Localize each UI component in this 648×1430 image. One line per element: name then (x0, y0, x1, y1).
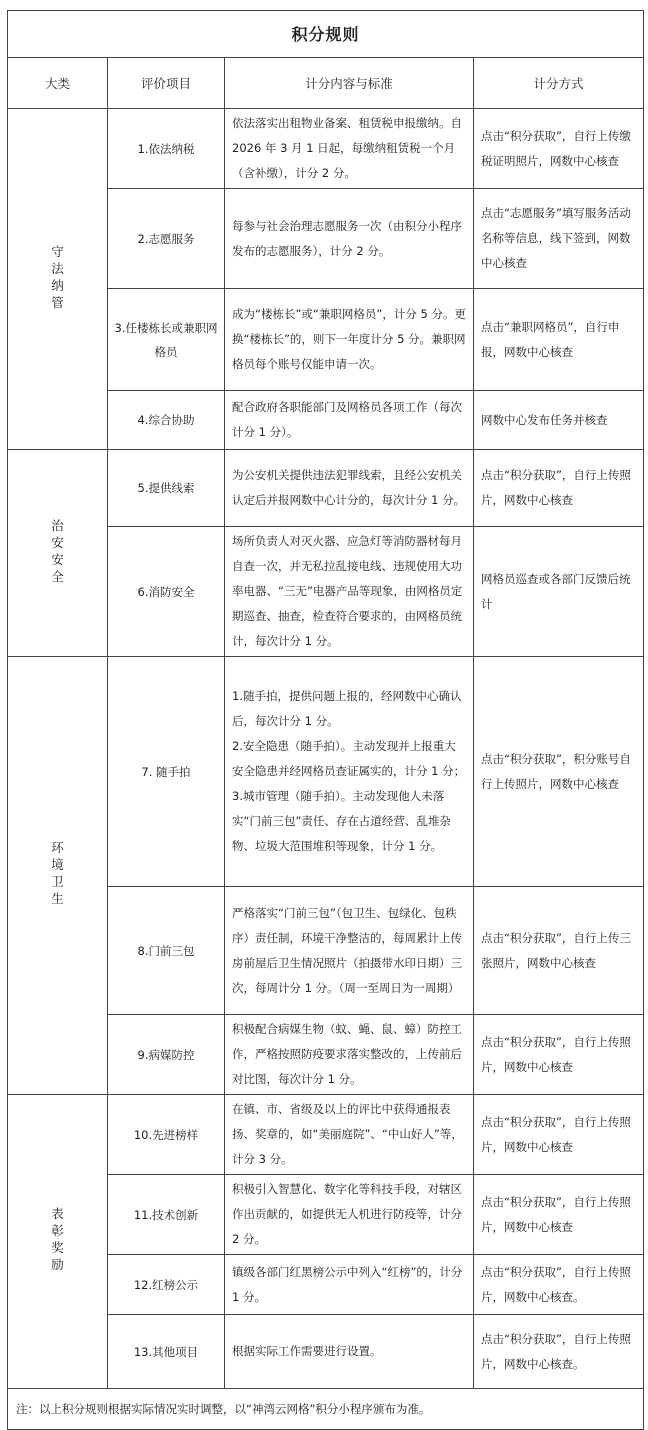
method-cell: 点击“积分获取”，自行上传缴税证明照片，网数中心核查 (474, 109, 644, 189)
category-label: 守法纳管 (51, 243, 64, 310)
item-cell: 13.其他项目 (108, 1315, 225, 1389)
category-cell (8, 1095, 108, 1389)
method-cell: 点击“积分获取”，自行上传照片，网数中心核查 (474, 1175, 644, 1255)
header-method: 计分方式 (474, 58, 644, 109)
points-rules-table (7, 10, 644, 1430)
item-cell: 10.先进榜样 (108, 1095, 225, 1175)
category-cell (8, 109, 108, 450)
method-cell: 点击“积分获取”，自行上传三张照片，网数中心核查 (474, 887, 644, 1015)
item-cell: 4.综合协助 (108, 391, 225, 450)
table-row (8, 1095, 644, 1175)
header-item: 评价项目 (108, 58, 225, 109)
content-cell: 积极引入智慧化、数字化等科技手段，对辖区作出贡献的，如提供无人机进行防疫等，计分 2 分。 (225, 1175, 474, 1255)
content-cell: 为公安机关提供违法犯罪线索，且经公安机关认定后并报网数中心计分的，每次计分 1 分。 (225, 450, 474, 527)
item-cell: 6.消防安全 (108, 527, 225, 657)
content-line: 1.随手拍，提供问题上报的，经网数中心确认后，每次计分 1 分。 (232, 689, 462, 728)
footnote: 注：以上积分规则根据实际情况实时调整，以“神湾云网格”积分小程序颁布为准。 (8, 1389, 644, 1430)
content-cell: 每参与社会治理志愿服务一次（由积分小程序发布的志愿服务），计分 2 分。 (225, 189, 474, 289)
method-cell: 点击“积分获取”，自行上传照片，网数中心核查。 (474, 1315, 644, 1389)
item-cell: 7. 随手拍 (108, 657, 225, 887)
content-cell: 依法落实出租物业备案、租赁税申报缴纳。自 2026 年 3 月 1 日起，每缴纳租赁税一个月（含补缴），计分 2 分。 (225, 109, 474, 189)
content-line: 3.城市管理（随手拍）。主动发现他人未落实“门前三包”责任、存在占道经营、乱堆杂物、垃圾大范围堆积等现象，计分 1 分。 (232, 789, 451, 853)
header-row (8, 58, 644, 109)
table-title: 积分规则 (8, 11, 644, 58)
content-cell: 成为“楼栋长”或“兼职网格员”，计分 5 分。更换“楼栋长”的，则下一年度计分 5 分。兼职网格员每个账号仅能申请一次。 (225, 289, 474, 391)
method-cell: 点击“积分获取”，自行上传照片，网数中心核查。 (474, 1255, 644, 1315)
category-cell (8, 450, 108, 657)
content-cell (225, 657, 474, 887)
method-cell: 点击“积分获取”，积分账号自行上传照片，网数中心核查 (474, 657, 644, 887)
item-cell: 1.依法纳税 (108, 109, 225, 189)
method-cell: 点击“积分获取”，自行上传照片，网数中心核查 (474, 1015, 644, 1095)
item-cell: 8.门前三包 (108, 887, 225, 1015)
item-cell: 12.红榜公示 (108, 1255, 225, 1315)
table-row (8, 450, 644, 527)
content-cell: 在镇、市、省级及以上的评比中获得通报表扬、奖章的，如“美丽庭院”、“中山好人”等，计分 3 分。 (225, 1095, 474, 1175)
content-cell: 镇级各部门红黑榜公示中列入“红榜”的，计分 1 分。 (225, 1255, 474, 1315)
item-cell: 3.任楼栋长或兼职网格员 (108, 289, 225, 391)
item-cell: 9.病媒防控 (108, 1015, 225, 1095)
content-cell: 场所负责人对灭火器、应急灯等消防器材每月自查一次，并无私拉乱接电线、违规使用大功率电器、“三无”电器产品等现象，由网格员定期巡查、抽查，检查符合要求的，由网格员统计，每次计分 1 分。 (225, 527, 474, 657)
content-cell: 根据实际工作需要进行设置。 (225, 1315, 474, 1389)
content-cell: 积极配合病媒生物（蚊、蝇、鼠、蟑）防控工作，严格按照防疫要求落实整改的，上传前后对比图，每次计分 1 分。 (225, 1015, 474, 1095)
table-row (8, 109, 644, 189)
item-cell: 11.技术创新 (108, 1175, 225, 1255)
content-cell: 严格落实“门前三包”（包卫生、包绿化、包秩序）责任制，环境干净整洁的，每周累计上传房前屋后卫生情况照片（拍摄带水印日期）三次，每周计分 1 分。（周一至周日为一周期） (225, 887, 474, 1015)
category-label: 环境卫生 (51, 840, 64, 906)
header-content: 计分内容与标准 (225, 58, 474, 109)
category-label: 表彰奖励 (51, 1206, 64, 1272)
method-cell: 点击“志愿服务”填写服务活动名称等信息，线下签到，网数中心核查 (474, 189, 644, 289)
item-cell: 2.志愿服务 (108, 189, 225, 289)
method-cell: 点击“积分获取”，自行上传照片，网数中心核查 (474, 1095, 644, 1175)
method-cell: 网格员巡查或各部门反馈后统计 (474, 527, 644, 657)
item-cell: 5.提供线索 (108, 450, 225, 527)
table-row (8, 657, 644, 887)
method-cell: 网数中心发布任务并核查 (474, 391, 644, 450)
header-category: 大类 (8, 58, 108, 109)
method-cell: 点击“积分获取”，自行上传照片，网数中心核查 (474, 450, 644, 527)
category-cell (8, 657, 108, 1095)
method-cell: 点击“兼职网格员”，自行申报，网数中心核查 (474, 289, 644, 391)
note-row (8, 1389, 644, 1430)
content-cell: 配合政府各职能部门及网格员各项工作（每次计分 1 分）。 (225, 391, 474, 450)
category-label: 治安安全 (51, 517, 64, 584)
content-line: 2.安全隐患（随手拍）。主动发现并上报重大安全隐患并经网格员查证属实的，计分 1 分； (232, 739, 466, 778)
